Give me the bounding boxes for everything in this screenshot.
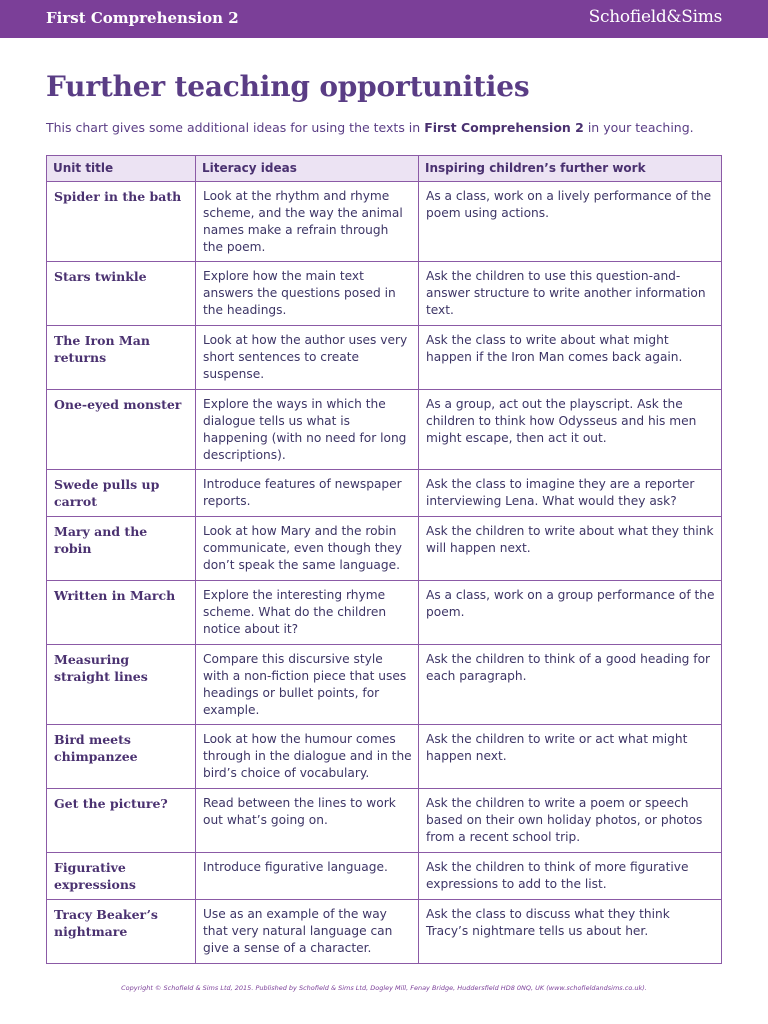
table-row [47, 262, 722, 326]
further-work-cell: Ask the children to use this question-and-answer structure to write another information text. [419, 262, 722, 326]
unit-title-cell: Stars twinkle [47, 262, 196, 326]
table-row [47, 326, 722, 390]
literacy-ideas-cell: Look at how Mary and the robin communicate, even though they don’t speak the same language. [196, 517, 419, 581]
literacy-ideas-cell: Explore the ways in which the dialogue tells us what is happening (with no need for long descriptions). [196, 390, 419, 470]
intro-after: in your teaching. [583, 120, 694, 135]
intro-book-title: First Comprehension 2 [424, 120, 584, 135]
literacy-ideas-cell: Look at how the author uses very short sentences to create suspense. [196, 326, 419, 390]
publisher-logo: Schofield&Sims [588, 7, 722, 27]
unit-title-cell: Written in March [47, 581, 196, 645]
unit-title-cell: The Iron Man returns [47, 326, 196, 390]
literacy-ideas-cell: Look at how the humour comes through in the dialogue and in the bird’s choice of vocabulary. [196, 725, 419, 789]
further-work-cell: Ask the class to write about what might happen if the Iron Man comes back again. [419, 326, 722, 390]
unit-title-cell: Measuring straight lines [47, 645, 196, 725]
ideas-table [46, 155, 722, 964]
column-header-further-work: Inspiring children’s further work [419, 156, 722, 182]
series-title: First Comprehension 2 [46, 9, 239, 27]
literacy-ideas-cell: Introduce figurative language. [196, 853, 419, 900]
column-header-unit: Unit title [47, 156, 196, 182]
further-work-cell: Ask the children to think of a good heading for each paragraph. [419, 645, 722, 725]
further-work-cell: Ask the children to write a poem or speech based on their own holiday photos, or photos from a recent school trip. [419, 789, 722, 853]
further-work-cell: Ask the children to write about what they think will happen next. [419, 517, 722, 581]
table-row [47, 645, 722, 725]
table-row [47, 390, 722, 470]
further-work-cell: Ask the class to imagine they are a reporter interviewing Lena. What would they ask? [419, 470, 722, 517]
table-header-row [47, 156, 722, 182]
literacy-ideas-cell: Explore the interesting rhyme scheme. What do the children notice about it? [196, 581, 419, 645]
table-row [47, 725, 722, 789]
unit-title-cell: Spider in the bath [47, 182, 196, 262]
table-row [47, 853, 722, 900]
intro-before: This chart gives some additional ideas for using the texts in [46, 120, 425, 135]
table-row [47, 182, 722, 262]
unit-title-cell: Mary and the robin [47, 517, 196, 581]
unit-title-cell: Bird meets chimpanzee [47, 725, 196, 789]
further-work-cell: As a class, work on a lively performance of the poem using actions. [419, 182, 722, 262]
table-row [47, 517, 722, 581]
copyright-footer: Copyright © Schofield & Sims Ltd, 2015. Published by Schofield & Sims Ltd, Dogley Mill, Fenay Bridge, Huddersfield HD8 0NQ, UK (www.schofieldandsims.co.uk). [121, 984, 647, 992]
literacy-ideas-cell: Use as an example of the way that very natural language can give a sense of a character. [196, 900, 419, 964]
further-work-cell: Ask the children to write or act what might happen next. [419, 725, 722, 789]
further-work-cell: Ask the class to discuss what they think Tracy’s nightmare tells us about her. [419, 900, 722, 964]
table-body [47, 182, 722, 964]
column-header-literacy: Literacy ideas [196, 156, 419, 182]
table-row [47, 900, 722, 964]
further-work-cell: As a class, work on a group performance of the poem. [419, 581, 722, 645]
unit-title-cell: Swede pulls up carrot [47, 470, 196, 517]
unit-title-cell: Get the picture? [47, 789, 196, 853]
literacy-ideas-cell: Explore how the main text answers the questions posed in the headings. [196, 262, 419, 326]
table-row [47, 470, 722, 517]
unit-title-cell: Tracy Beaker’s nightmare [47, 900, 196, 964]
literacy-ideas-cell: Look at the rhythm and rhyme scheme, and the way the animal names make a refrain through the poem. [196, 182, 419, 262]
table-row [47, 789, 722, 853]
literacy-ideas-cell: Read between the lines to work out what’s going on. [196, 789, 419, 853]
intro-text [46, 120, 694, 135]
table-row [47, 581, 722, 645]
literacy-ideas-cell: Compare this discursive style with a non-fiction piece that uses headings or bullet points, for example. [196, 645, 419, 725]
top-banner [0, 0, 768, 38]
literacy-ideas-cell: Introduce features of newspaper reports. [196, 470, 419, 517]
unit-title-cell: One-eyed monster [47, 390, 196, 470]
page-title: Further teaching opportunities [46, 70, 530, 103]
further-work-cell: Ask the children to think of more figurative expressions to add to the list. [419, 853, 722, 900]
unit-title-cell: Figurative expressions [47, 853, 196, 900]
further-work-cell: As a group, act out the playscript. Ask the children to think how Odysseus and his men might escape, then act it out. [419, 390, 722, 470]
